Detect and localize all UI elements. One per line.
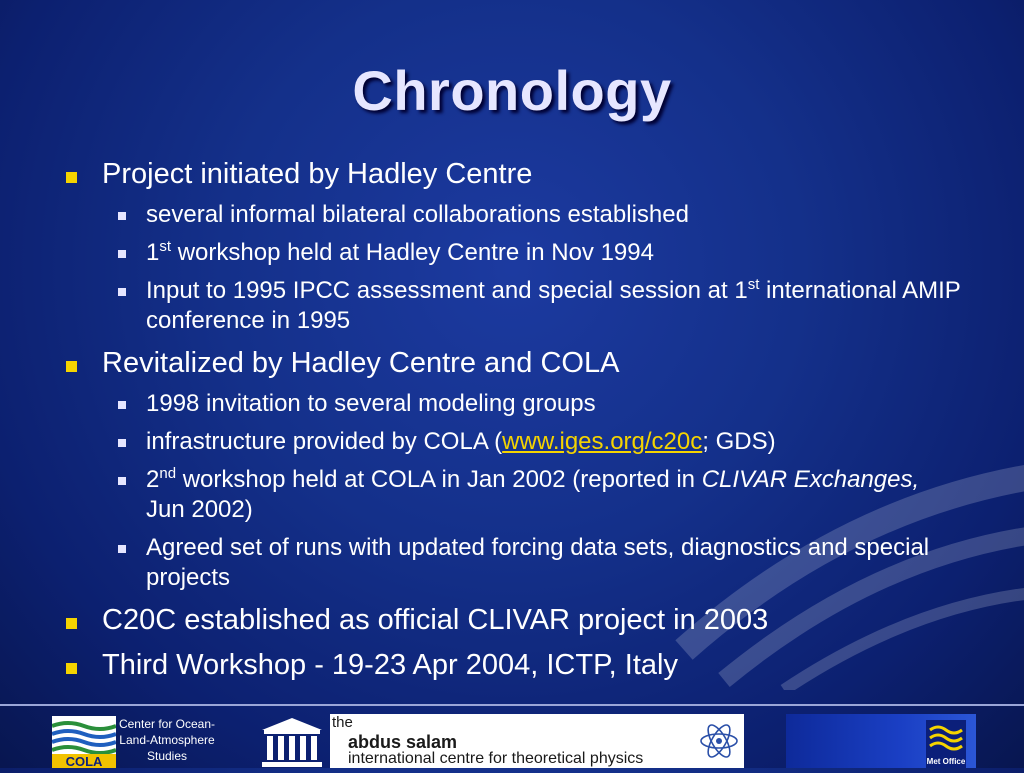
bullet-text: Project initiated by Hadley Centre	[102, 158, 533, 190]
subbullet-agreed-runs	[62, 533, 962, 593]
subbullet-square-icon	[118, 477, 126, 485]
bullet-list	[62, 157, 962, 683]
superscript: nd	[159, 465, 177, 482]
subbullet-text-pre: 2	[146, 466, 160, 493]
bullet-square-icon	[66, 663, 77, 674]
met-office-waves-icon	[926, 720, 966, 758]
subbullet-square-icon	[118, 250, 126, 258]
cola-caption	[108, 716, 226, 764]
footer-divider	[0, 704, 1024, 706]
subbullet-text-post: Jun 2002)	[146, 496, 253, 523]
subbullet-square-icon	[118, 439, 126, 447]
subbullet-square-icon	[118, 545, 126, 553]
subbullet-text-post: ; GDS)	[702, 428, 776, 455]
iaea-logo	[694, 714, 744, 768]
bullet-square-icon	[66, 618, 77, 629]
subbullet-text-pre: infrastructure provided by COLA (	[146, 428, 503, 455]
cola-logo-text: COLA	[65, 754, 103, 768]
superscript: st	[747, 276, 760, 293]
subbullet-text-pre: 1	[146, 239, 160, 266]
subbullet-text-post: international AMIP conference in 1995	[146, 277, 961, 334]
subbullet-informal-collaborations	[62, 200, 962, 230]
subbullet-square-icon	[118, 401, 126, 409]
subbullet-square-icon	[118, 212, 126, 220]
cola-caption-line: Studies	[146, 749, 188, 763]
subbullet-text: 1998 invitation to several modeling groups	[146, 390, 596, 417]
ictp-name-text: abdus salam	[348, 732, 458, 752]
subbullet-text: Agreed set of runs with updated forcing data sets, diagnostics and special projects	[146, 534, 930, 591]
cola-caption-line: Center for Ocean-	[118, 717, 216, 731]
bullet-text: Revitalized by Hadley Centre and COLA	[102, 347, 620, 379]
bullet-revitalized	[62, 346, 962, 381]
subbullet-second-workshop	[62, 465, 962, 525]
subbullet-infrastructure	[62, 427, 962, 457]
subbullet-text-pre: Input to 1995 IPCC assessment and special session at 1	[146, 277, 748, 304]
bullet-text: Third Workshop - 19-23 Apr 2004, ICTP, Italy	[102, 649, 678, 681]
subbullet-square-icon	[118, 288, 126, 296]
cola-caption-line: Land-Atmosphere	[119, 733, 215, 747]
ictp-banner	[330, 714, 694, 768]
ictp-subtitle-text: international centre for theoretical physics	[348, 750, 644, 767]
unesco-temple-icon	[258, 716, 326, 768]
bullet-square-icon	[66, 361, 77, 372]
bullet-project-initiated	[62, 157, 962, 192]
subbullet-text-mid: workshop held at COLA in Jan 2002 (reported in	[176, 466, 702, 493]
subbullet-text-post: workshop held at Hadley Centre in Nov 1994	[171, 239, 654, 266]
bullet-text: C20C established as official CLIVAR project in 2003	[102, 604, 769, 636]
subbullet-text-italic: CLIVAR Exchanges,	[701, 466, 920, 493]
cola-logo	[52, 716, 116, 768]
bullet-c20c-established	[62, 603, 962, 638]
atom-icon	[694, 714, 744, 768]
superscript: st	[159, 238, 172, 255]
iges-c20c-link[interactable]: www.iges.org/c20c	[502, 428, 703, 455]
ictp-the-text: the	[332, 714, 353, 731]
footer-logos	[0, 712, 1024, 768]
bullet-third-workshop	[62, 648, 962, 683]
subbullet-first-workshop	[62, 238, 962, 268]
subbullet-text: several informal bilateral collaborations established	[146, 201, 689, 228]
subbullet-ipcc-input	[62, 276, 962, 336]
met-office-logo	[926, 720, 966, 768]
met-office-banner	[786, 714, 976, 768]
met-office-label: Met Office	[926, 757, 966, 766]
slide-title: Chronology	[352, 59, 672, 122]
subbullet-1998-invitation	[62, 389, 962, 419]
bullet-square-icon	[66, 172, 77, 183]
cola-waves-icon	[52, 716, 116, 768]
